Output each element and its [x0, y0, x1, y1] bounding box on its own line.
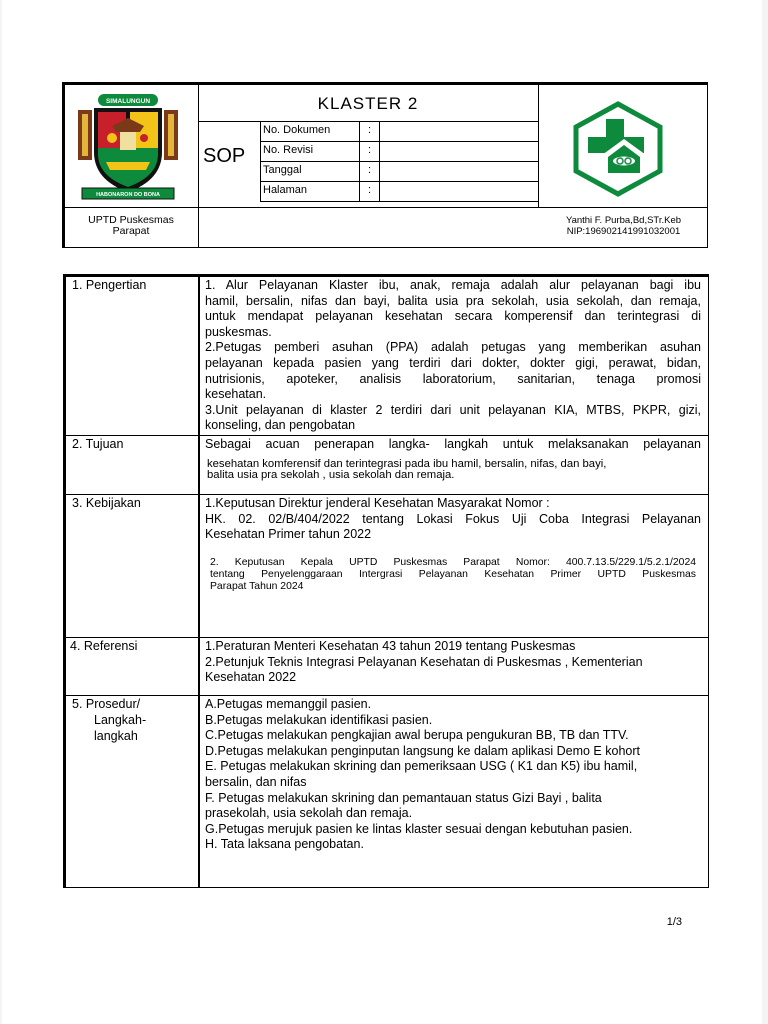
doc-field-label: No. Dokumen [263, 124, 331, 136]
section-label-prosedur-3: langkah [94, 729, 138, 743]
doc-field-sep: : [368, 184, 372, 196]
tujuan-line1 [205, 437, 701, 453]
text-line: 3.Unit pelayanan di klaster 2 terdiri dari unit pelayanan KIA, MTBS, PKPR, gizi, [205, 402, 701, 417]
doc-field-sep: : [368, 164, 372, 176]
section-label-prosedur: 5. Prosedur/ [72, 697, 141, 711]
text-line: Sebagai acuan penerapan langka- langkah untuk melaksanakan pelayanan [205, 437, 701, 451]
section-label-pengertian: 1. Pengertian [72, 278, 147, 292]
procedure-step: C.Petugas melakukan pengkajian awal berupa pengukuran BB, TB dan TTV. [205, 728, 629, 743]
page-number: 1/3 [666, 916, 682, 928]
unit-name-line2: Parapat [112, 225, 150, 237]
kebijakan-item1 [205, 496, 701, 543]
procedure-step: D.Petugas melakukan penginputan langsung ke dalam aplikasi Demo E kohort [205, 743, 640, 758]
text-line: puskesmas. [205, 324, 272, 339]
text-line: Kesehatan 2022 [205, 670, 297, 685]
sop-label: SOP [203, 145, 246, 167]
procedure-step: E. Petugas melakukan skrining dan pemeriksaan USG ( K1 dan K5) ibu hamil, [205, 759, 638, 774]
pengertian-text [205, 278, 701, 434]
text-line: Kesehatan Primer tahun 2022 [205, 527, 372, 542]
text-line: nutrisionis, apoteker, analisis laboratorium, sanitarian, tenaga promosi [205, 371, 701, 386]
procedure-step: bersalin, dan nifas [205, 774, 307, 789]
text-line: 1. Alur Pelayanan Klaster ibu, anak, remaja adalah alur pelayanan bagi ibu [205, 278, 701, 292]
prosedur-steps [205, 697, 701, 853]
referensi-text [205, 639, 701, 686]
text-line: hamil, bersalin, nifas dan bayi, balita usia pra sekolah, usia sekolah, dan remaja, [205, 293, 701, 308]
puskesmas-logo-icon [572, 101, 664, 197]
doc-field-sep: : [368, 144, 372, 156]
document-title: KLASTER 2 [317, 94, 419, 113]
signer-name: Yanthi F. Purba,Bd,STr.Keb [565, 215, 682, 226]
procedure-step: A.Petugas memanggil pasien. [205, 697, 372, 711]
text-line: konseling, dan pengobatan [205, 418, 356, 433]
doc-field-sep: : [368, 124, 372, 136]
tujuan-line3: balita usia pra sekolah , usia sekolah dan remaja. [207, 469, 455, 481]
procedure-step: F. Petugas melakukan skrining dan pemantauan status Gizi Bayi , balita [205, 790, 602, 805]
section-label-tujuan: 2. Tujuan [72, 437, 124, 451]
doc-field-label: Tanggal [263, 164, 302, 176]
text-line: HK. 02. 02/B/404/2022 tentang Lokasi Fokus Uji Coba Integrasi Pelayanan [205, 511, 701, 526]
text-line: pelayanan kepada pasien yang terdiri dari dokter, dokter gigi, perawat, bidan, [205, 355, 701, 370]
document-page [2, 0, 762, 1024]
text-line: 2. Keputusan Kepala UPTD Puskesmas Parapat Nomor: 400.7.13.5/229.1/5.2.1/2024 [210, 557, 696, 568]
procedure-step: H. Tata laksana pengobatan. [205, 837, 364, 852]
signer-nip: NIP:196902141991032001 [566, 226, 681, 237]
logo-bottom-text: HABONARON DO BONA [96, 192, 160, 198]
text-line: kesehatan. [205, 387, 267, 402]
doc-field-label: Halaman [263, 184, 308, 196]
text-line: 1.Peraturan Menteri Kesehatan 43 tahun 2019 tentang Puskesmas [205, 639, 576, 653]
text-line: 2.Petugas pemberi asuhan (PPA) adalah petugas yang memberikan asuhan [205, 340, 701, 355]
procedure-step: prasekolah, usia sekolah dan remaja. [205, 806, 413, 821]
text-line: 1.Keputusan Direktur jenderal Kesehatan Masyarakat Nomor : [205, 496, 550, 510]
tujuan-line2: kesehatan komferensif dan terintegrasi pada ibu hamil, bersalin, nifas, dan bayi, [207, 458, 607, 470]
section-label-kebijakan: 3. Kebijakan [72, 496, 141, 510]
text-line: tentang Penyelenggaraan Intergrasi Pelayanan Kesehatan Primer UPTD Puskesmas [210, 568, 696, 580]
simalungun-logo-icon [76, 92, 180, 202]
procedure-step: G.Petugas merujuk pasien ke lintas klaster sesuai dengan kebutuhan pasien. [205, 821, 633, 836]
procedure-step: B.Petugas melakukan identifikasi pasien. [205, 712, 433, 727]
kebijakan-item2 [210, 557, 696, 592]
section-label-referensi: 4. Referensi [70, 639, 138, 653]
logo-top-text: SIMALUNGUN [105, 98, 151, 105]
section-label-prosedur-2: Langkah- [94, 713, 147, 727]
unit-name-line1: UPTD Puskesmas [88, 214, 174, 226]
text-line: untuk mendapat pelayanan kesehatan secara komperensif dan terintegrasi di [205, 309, 701, 324]
doc-field-label: No. Revisi [263, 144, 314, 156]
text-line: 2.Petunjuk Teknis Integrasi Pelayanan Kesehatan di Puskesmas , Kementerian [205, 654, 643, 669]
text-line: Parapat Tahun 2024 [210, 580, 304, 592]
